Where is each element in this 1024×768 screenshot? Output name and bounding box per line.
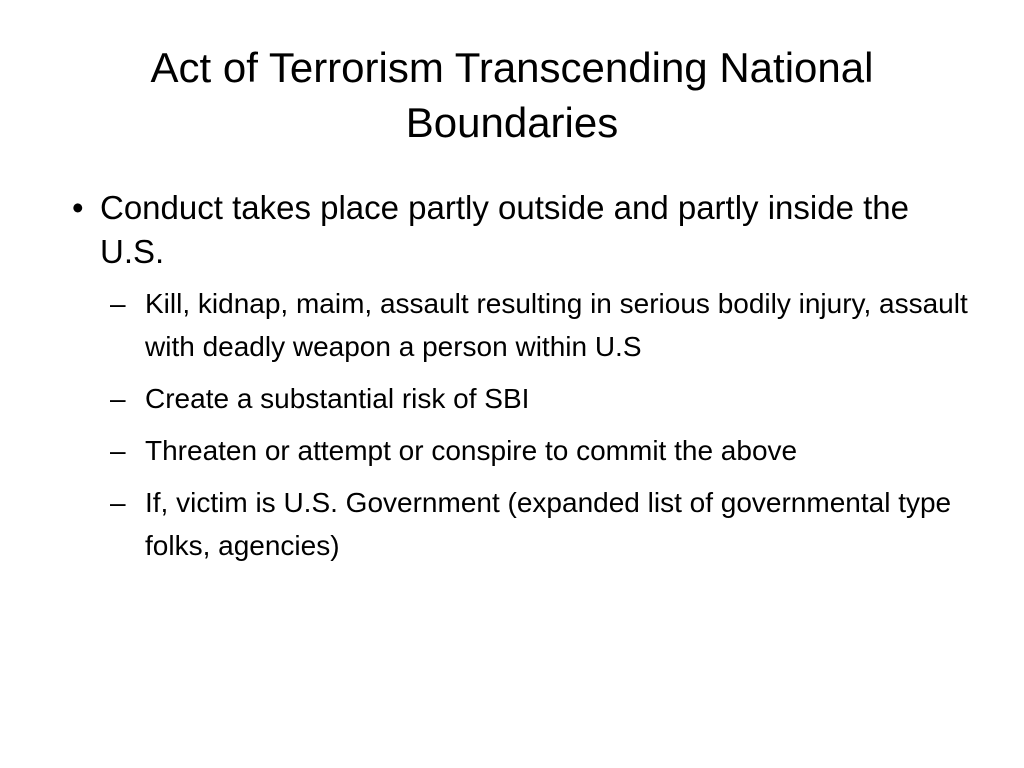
bullet-list [60, 186, 970, 576]
sub-bullet-list [100, 282, 970, 567]
dash-marker: – [110, 487, 126, 518]
sub-bullet-text: Create a substantial risk of SBI [145, 383, 530, 414]
bullet-item [60, 186, 970, 567]
slide-title: Act of Terrorism Transcending National Boundaries [150, 44, 874, 146]
sub-bullet-item [100, 429, 970, 472]
sub-bullet-text: If, victim is U.S. Government (expanded list of governmental type folks, agencies) [145, 487, 952, 561]
sub-bullet-item [100, 481, 970, 567]
sub-bullet-text: Threaten or attempt or conspire to commit the above [145, 435, 798, 466]
sub-bullet-item [100, 377, 970, 420]
sub-bullet-item [100, 282, 970, 368]
bullet-marker: • [72, 189, 84, 226]
dash-marker: – [110, 288, 126, 319]
bullet-text: Conduct takes place partly outside and partly inside the U.S. [100, 189, 909, 270]
sub-bullet-text: Kill, kidnap, maim, assault resulting in serious bodily injury, assault with deadly weapon a person within U.S [145, 288, 968, 362]
dash-marker: – [110, 383, 126, 414]
dash-marker: – [110, 435, 126, 466]
